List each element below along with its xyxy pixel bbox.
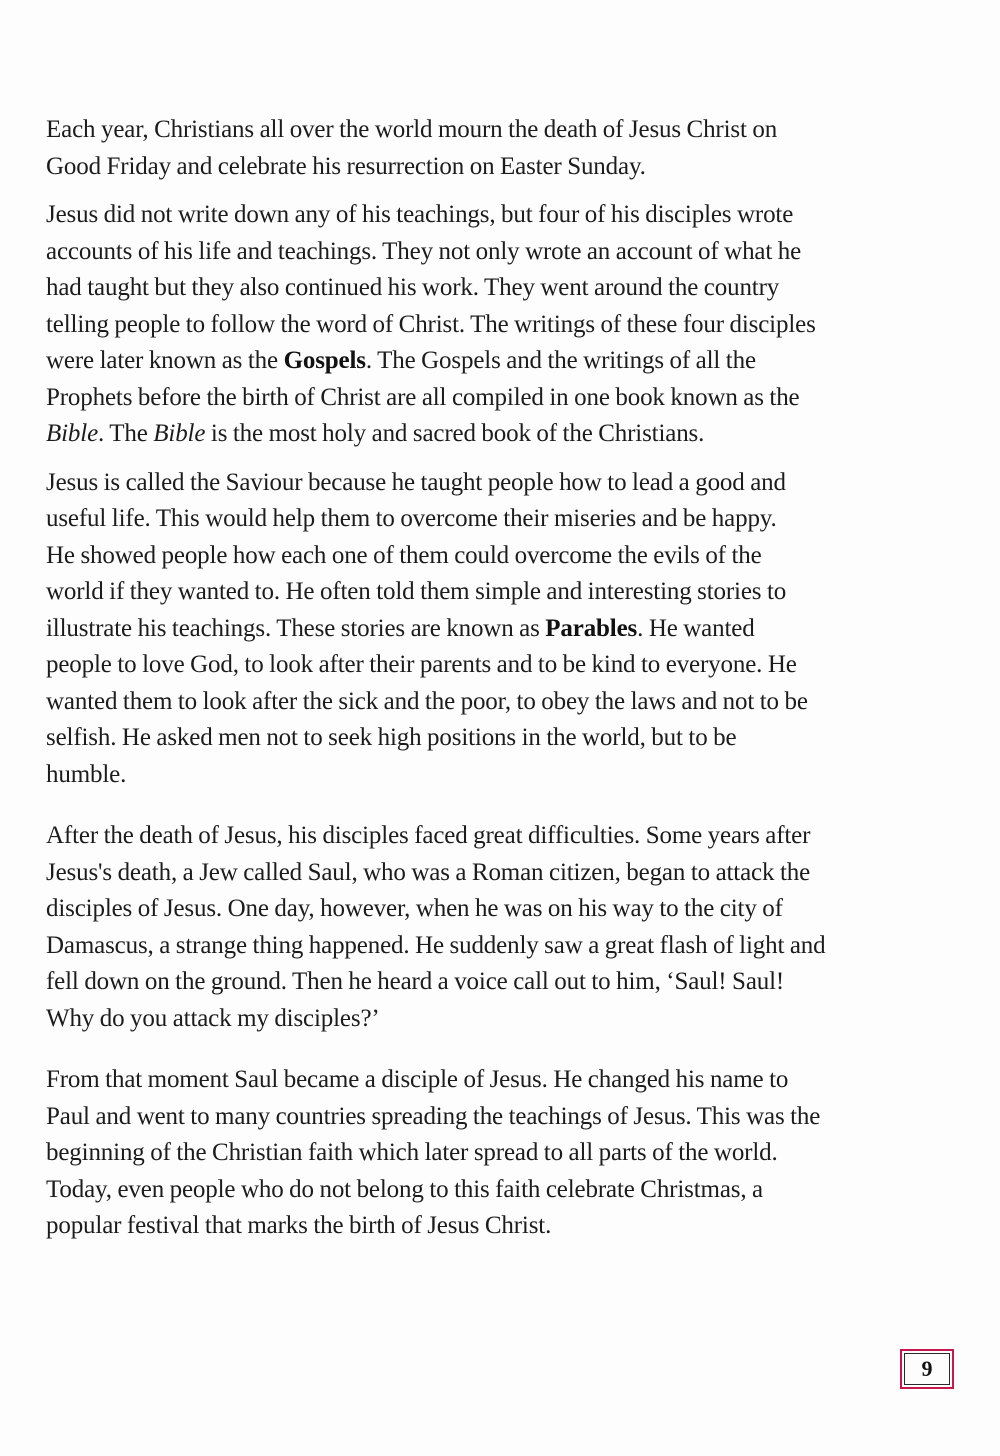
paragraph-saviour xyxy=(46,465,966,794)
term-gospels: Gospels xyxy=(283,347,366,374)
paragraph-saviour-text: . He wanted people to love God, to look after their parents and to be kind to everyone. He wanted them to look after the sick and the poor, to obey the laws and not to be selfish. He asked men not to seek high positions in the world, but to be humble. xyxy=(46,614,808,788)
paragraph-gospels-text: . The xyxy=(98,420,154,447)
paragraph-gospels-text: Jesus did not write down any of his teachings, but four of his disciples wrote accounts of his life and teachings. They not only wrote an account of what he had taught but they also continued his work. They went around the country telling people to follow the word of Christ. The writings of these four disciples were later known as the xyxy=(46,201,816,374)
title-bible: Bible xyxy=(46,420,99,447)
page-number-box xyxy=(900,1349,954,1389)
title-bible: Bible xyxy=(153,420,206,447)
paragraph-saviour-text: Jesus is called the Saviour because he taught people how to lead a good and useful life. This would help them to overcome their miseries and be happy. He showed people how each one of them could overcome the evils of the world if they wanted to. He often told them simple and interesting stories to illustrate his teachings. These stories are known as xyxy=(46,468,787,642)
paragraph-paul: From that moment Saul became a disciple of Jesus. He changed his name to Paul and went to many countries spreading the teachings of Jesus. This was the beginning of the Christian faith which later spread to all parts of the world. Today, even people who do not belong to this faith celebrate Christmas, a popular festival that marks the birth of Jesus Christ. xyxy=(46,1066,821,1239)
paragraph-gospels-text: . The Gospels and the writings of all the Prophets before the birth of Christ are all compiled in one book known as the xyxy=(46,347,800,411)
paragraph-spacer xyxy=(46,453,966,465)
paragraph-gospels xyxy=(46,197,966,453)
paragraph-saul: After the death of Jesus, his disciples faced great difficulties. Some years after Jesus's death, a Jew called Saul, who was a Roman citizen, began to attack the disciples of Jesus. One day, however, when he was on his way to the city of Damascus, a strange thing happened. He suddenly saw a great flash of light and fell down on the ground. Then he heard a voice call out to him, ‘Saul! Saul! Why do you attack my disciples?’ xyxy=(46,822,826,1032)
body-text xyxy=(46,112,966,1245)
paragraph-easter: Each year, Christians all over the world mourn the death of Jesus Christ on Good Friday and celebrate his resurrection on Easter Sunday. xyxy=(46,116,778,180)
term-parables: Parables xyxy=(545,614,638,642)
paragraph-spacer xyxy=(46,185,966,197)
paragraph-spacer xyxy=(46,793,966,818)
paragraph-gospels-text: is the most holy and sacred book of the Christians. xyxy=(205,420,705,447)
page-number: 9 xyxy=(904,1353,950,1385)
paragraph-spacer xyxy=(46,1037,966,1062)
